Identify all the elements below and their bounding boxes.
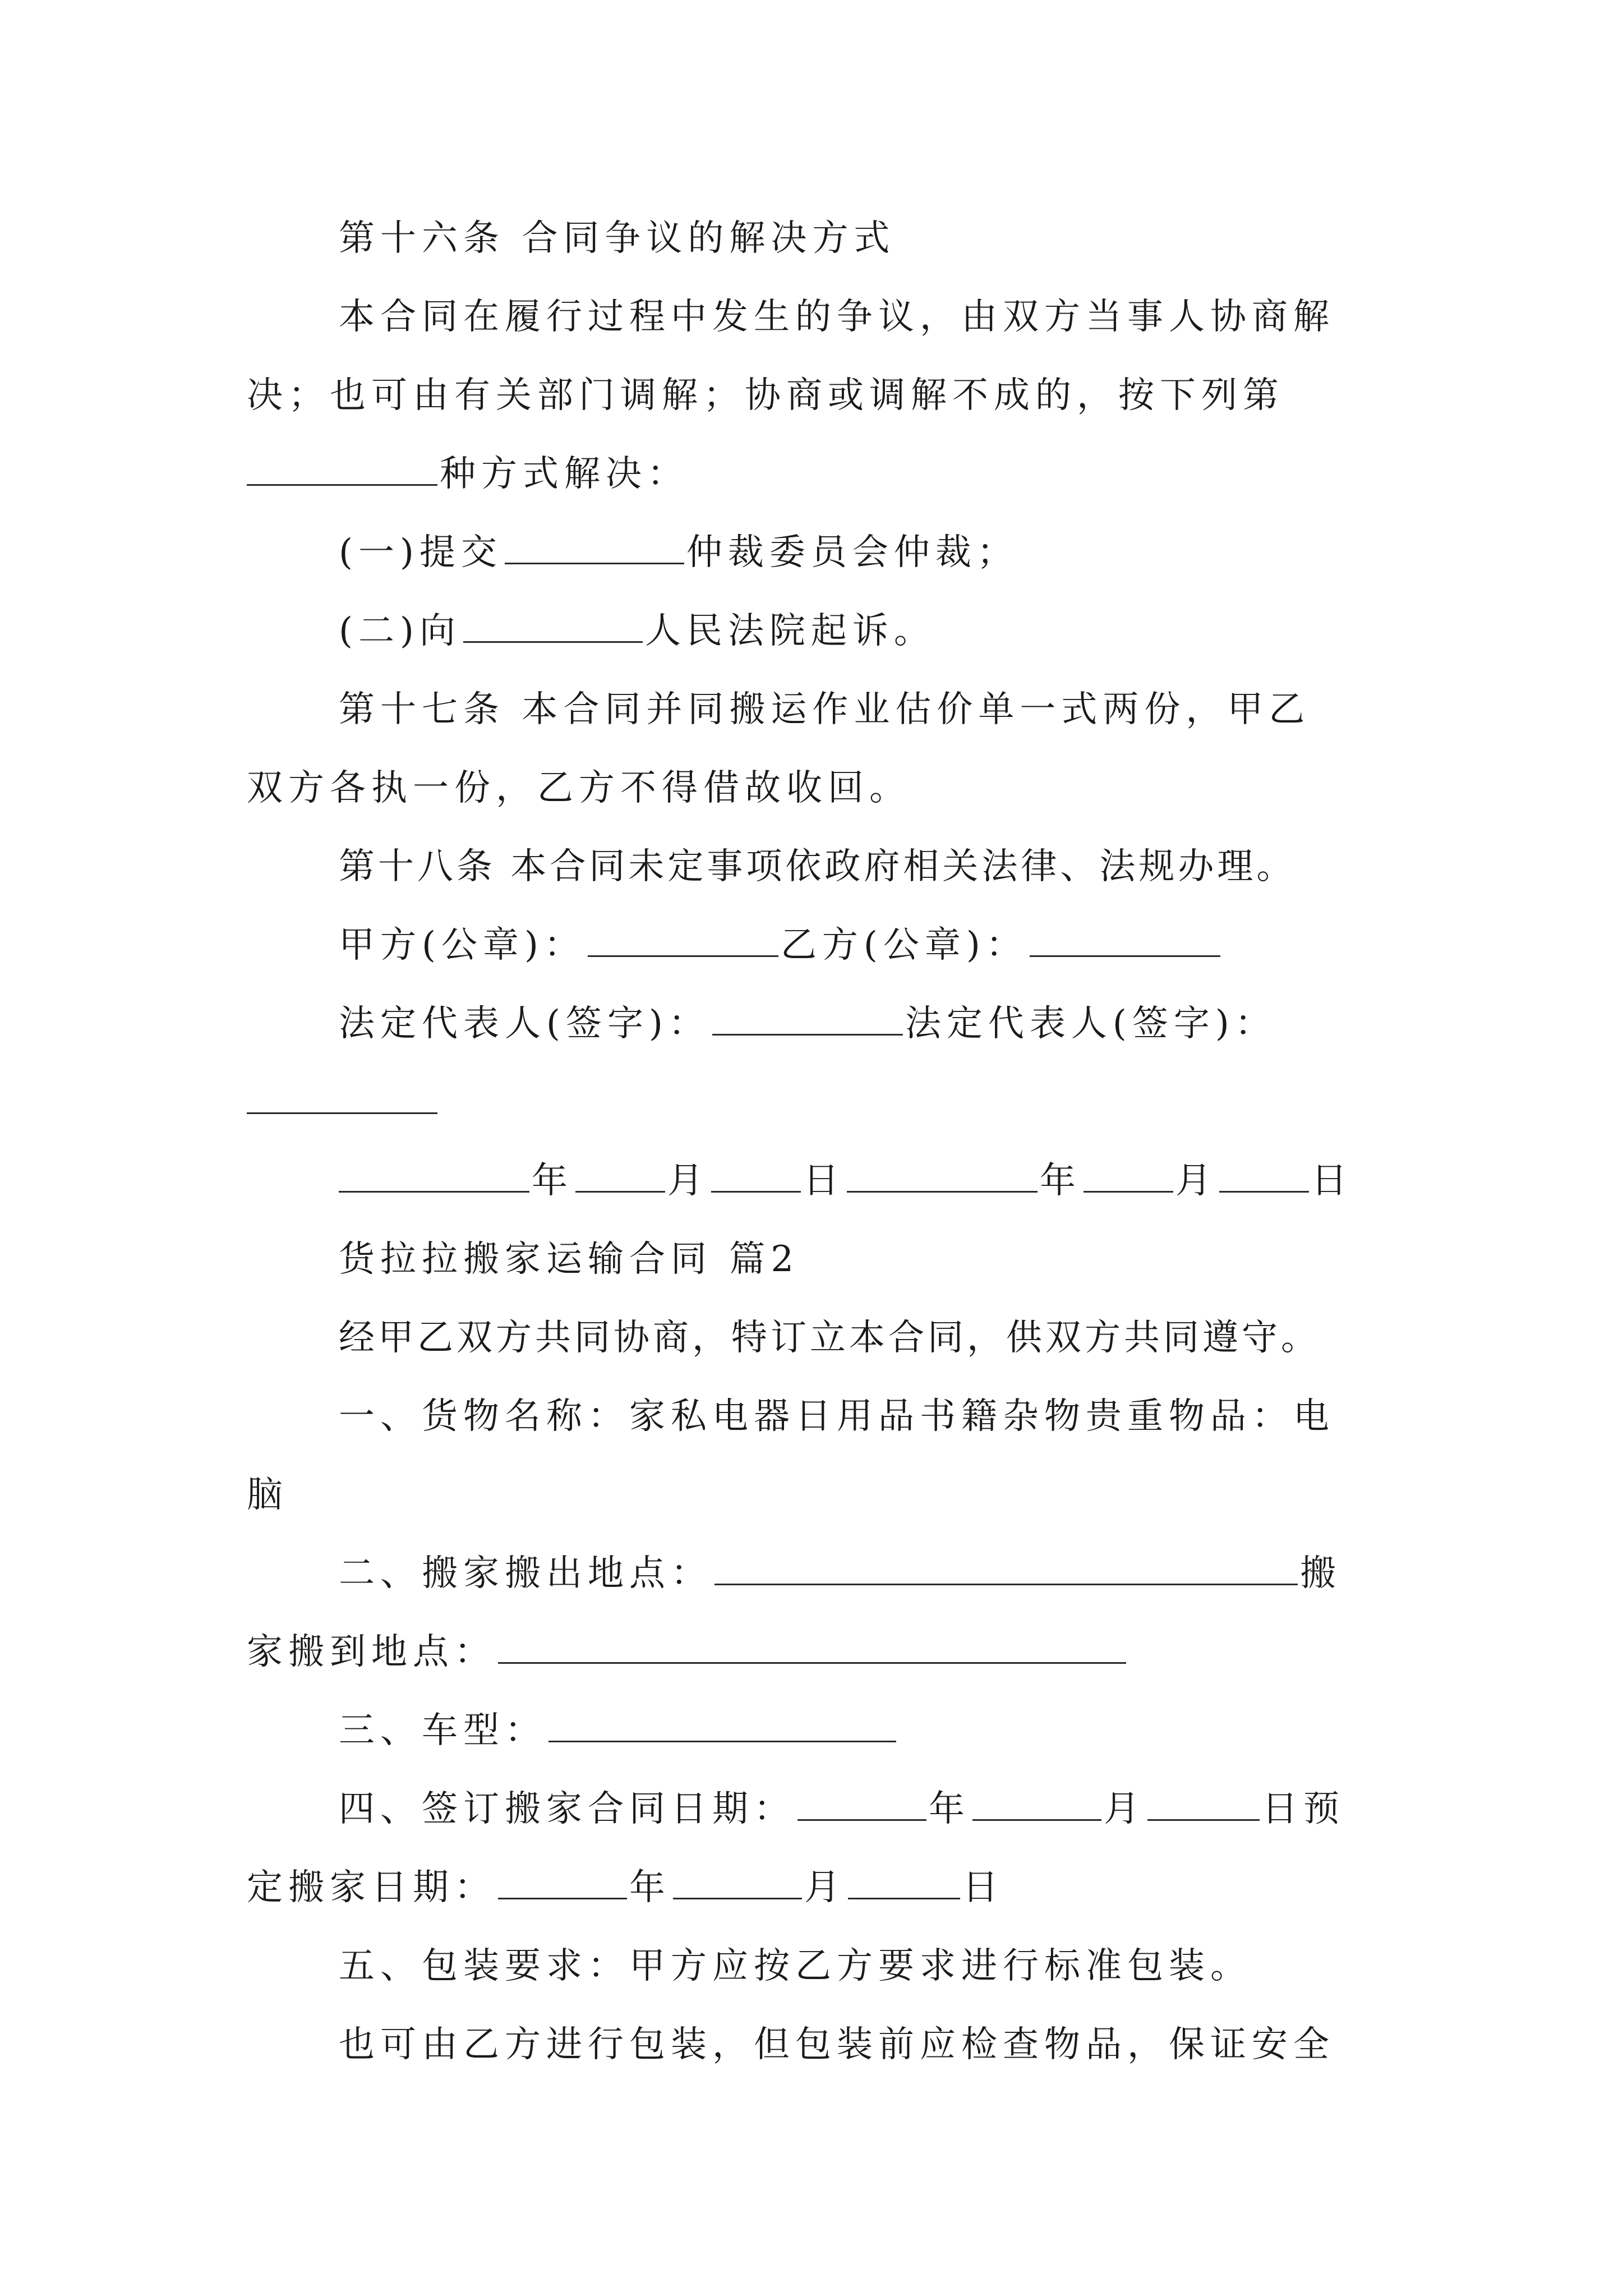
date-year-blank[interactable] [339,1158,529,1193]
party-b-seal-blank[interactable] [1030,923,1220,957]
moving-month-blank[interactable] [673,1865,802,1899]
party-a-seal-blank[interactable] [588,923,778,957]
move-out-address-blank[interactable] [714,1551,1298,1585]
party-a-representative-blank[interactable] [712,1001,903,1036]
move-in-address-blank[interactable] [498,1630,1126,1664]
date-month-blank[interactable] [575,1158,665,1193]
move-out-address-line: 二、搬家搬出地点： 搬 [339,1551,1341,1596]
representative-line: 法定代表人(签字)： 法定代表人(签字)： [339,1001,1276,1046]
paragraph-line: 双方各执一份，乙方不得借故收回。 [247,767,911,809]
goods-name-line: 一、货物名称：家私电器日用品书籍杂物贵重物品：电 [339,1396,1335,1437]
section-heading: 货拉拉搬家运输合同 篇2 [339,1239,800,1280]
representative-continuation [247,1080,440,1125]
seal-line: 甲方(公章)： 乙方(公章)： [339,923,1223,968]
article-18: 第十八条 本合同未定事项依政府相关法律、法规办理。 [339,846,1296,887]
vehicle-type-line: 三、车型： [339,1708,898,1753]
contract-year-blank[interactable] [797,1787,926,1821]
paragraph-line: 决；也可由有关部门调解；协商或调解不成的，按下列第 [247,375,1284,416]
moving-date-line: 定搬家日期： 年 月 日 [247,1865,1004,1910]
packing-requirement-line: 五、包装要求：甲方应按乙方要求进行标准包装。 [339,1945,1252,1987]
move-in-address-line: 家搬到地点： [247,1630,1128,1674]
moving-day-blank[interactable] [848,1865,960,1899]
fill-blank[interactable] [247,452,437,486]
court-blank[interactable] [463,609,643,643]
article-17: 第十七条 本合同并同搬运作业估价单一式两份，甲乙 [339,689,1311,730]
date-year-blank[interactable] [847,1158,1038,1193]
paragraph-line: 脑 [247,1474,288,1516]
vehicle-type-blank[interactable] [548,1708,896,1742]
paragraph-line: 也可由乙方进行包装，但包装前应检查物品，保证安全 [339,2024,1335,2065]
date-line: 年 月 日 年 月 日 [339,1158,1353,1203]
article-16-heading: 第十六条 合同争议的解决方式 [339,218,896,259]
paragraph-line: 经甲乙双方共同协商，特订立本合同，供双方共同遵守。 [339,1317,1320,1359]
paragraph-line: 种方式解决： [247,452,689,496]
date-day-blank[interactable] [711,1158,801,1193]
date-day-blank[interactable] [1219,1158,1309,1193]
party-b-representative-blank[interactable] [247,1080,437,1114]
arbitration-option: (一)提交 仲裁委员会仲裁； [339,530,1018,575]
contract-date-line: 四、签订搬家合同日期： 年 月 日预 [339,1787,1345,1832]
arbitration-committee-blank[interactable] [505,530,684,564]
court-option: (二)向 人民法院起诉。 [339,609,935,654]
contract-month-blank[interactable] [972,1787,1101,1821]
contract-day-blank[interactable] [1147,1787,1260,1821]
paragraph-line: 本合同在履行过程中发生的争议，由双方当事人协商解 [339,296,1335,338]
date-month-blank[interactable] [1083,1158,1173,1193]
moving-year-blank[interactable] [498,1865,627,1899]
